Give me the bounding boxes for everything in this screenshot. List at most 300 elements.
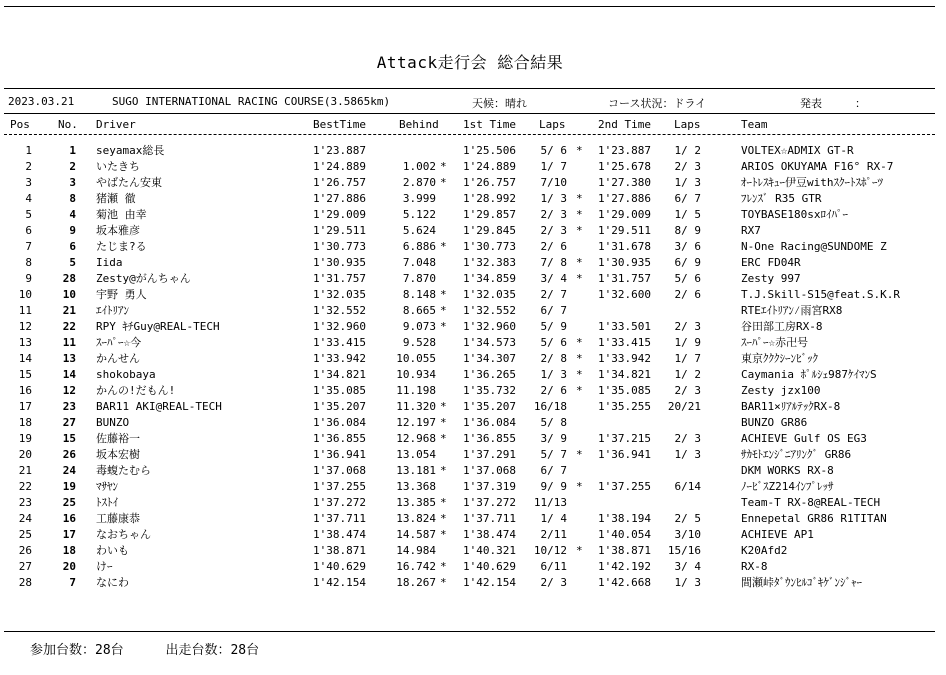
- cell-1st-time: 1'29.845: [463, 224, 516, 237]
- cell-pos: 27: [18, 560, 32, 573]
- cell-best-mark-2: *: [576, 544, 583, 557]
- cell-best-mark-1: *: [440, 304, 447, 317]
- cell-best-mark-1: *: [440, 432, 447, 445]
- cell-best-time: 1'23.887: [313, 144, 366, 157]
- cell-laps-2: 6/ 7: [674, 192, 701, 205]
- table-row: [0, 383, 946, 399]
- cell-2nd-time: 1'35.085: [598, 384, 651, 397]
- cell-team: Ennepetal GR86 R1TITAN: [741, 512, 887, 525]
- cell-pos: 22: [18, 480, 32, 493]
- cell-best-mark-2: *: [576, 224, 583, 237]
- cell-behind: 13.054: [396, 448, 436, 461]
- cell-laps-2: 1/ 9: [674, 336, 701, 349]
- cell-pos: 14: [18, 352, 32, 365]
- cell-laps-2: 1/ 3: [674, 576, 701, 589]
- cell-behind: 12.197: [396, 416, 436, 429]
- cell-car-number: 1: [69, 144, 76, 157]
- cell-pos: 15: [18, 368, 32, 381]
- cell-driver: けｰ: [96, 560, 113, 573]
- cell-team: DKM WORKS RX-8: [741, 464, 834, 477]
- table-row: [0, 239, 946, 255]
- cell-laps-2: 1/ 7: [674, 352, 701, 365]
- cell-pos: 6: [25, 224, 32, 237]
- weather: 天候：晴れ: [472, 97, 527, 110]
- cell-laps-2: 1/ 5: [674, 208, 701, 221]
- cell-pos: 2: [25, 160, 32, 173]
- cell-laps-2: 1/ 2: [674, 368, 701, 381]
- col-header-1st-time: 1st Time: [463, 118, 516, 131]
- cell-driver: 菊池 由幸: [96, 208, 147, 221]
- cell-behind: 14.984: [396, 544, 436, 557]
- cell-best-mark-1: *: [440, 416, 447, 429]
- cell-laps-2: 1/ 2: [674, 144, 701, 157]
- cell-team: Team-T RX-8@REAL-TECH: [741, 496, 881, 509]
- cell-2nd-time: 1'42.192: [598, 560, 651, 573]
- starter-count: 出走台数：28台: [165, 643, 260, 658]
- cell-team: ｽｰﾊﾟｰ☆赤卍号: [741, 336, 809, 349]
- table-row: [0, 463, 946, 479]
- cell-team: ﾌﾚﾝｽﾞ R35 GTR: [741, 192, 822, 205]
- cell-1st-time: 1'36.855: [463, 432, 516, 445]
- cell-2nd-time: 1'33.942: [598, 352, 651, 365]
- col-header-best-time: BestTime: [313, 118, 366, 131]
- cell-best-time: 1'34.821: [313, 368, 366, 381]
- cell-2nd-time: 1'23.887: [598, 144, 651, 157]
- cell-laps-1: 1/ 7: [540, 160, 567, 173]
- table-row: [0, 207, 946, 223]
- cell-best-mark-2: *: [576, 192, 583, 205]
- cell-team: BUNZO GR86: [741, 416, 808, 429]
- cell-car-number: 8: [69, 192, 76, 205]
- cell-1st-time: 1'29.857: [463, 208, 516, 221]
- cell-driver: seyamax総長: [96, 144, 165, 157]
- cell-laps-2: 2/ 3: [674, 384, 701, 397]
- cell-best-time: 1'26.757: [313, 176, 366, 189]
- cell-laps-1: 10/12: [533, 544, 567, 557]
- cell-laps-1: 5/ 6: [540, 336, 567, 349]
- cell-behind: 10.934: [396, 368, 436, 381]
- top-rule: [4, 6, 935, 7]
- cell-driver: かんせん: [96, 352, 140, 365]
- cell-2nd-time: 1'38.871: [598, 544, 651, 557]
- cell-best-mark-2: *: [576, 352, 583, 365]
- cell-laps-1: 1/ 4: [540, 512, 567, 525]
- cell-2nd-time: 1'34.821: [598, 368, 651, 381]
- cell-laps-2: 20/21: [667, 400, 701, 413]
- cell-1st-time: 1'35.207: [463, 400, 516, 413]
- cell-car-number: 5: [69, 256, 76, 269]
- cell-car-number: 10: [62, 288, 76, 301]
- cell-car-number: 21: [62, 304, 76, 317]
- cell-2nd-time: 1'35.255: [598, 400, 651, 413]
- cell-laps-1: 1/ 3: [540, 192, 567, 205]
- cell-driver: shokobaya: [96, 368, 156, 381]
- cell-driver: BUNZO: [96, 416, 130, 429]
- table-row: [0, 255, 946, 271]
- cell-2nd-time: 1'29.511: [598, 224, 651, 237]
- cell-team: ARIOS OKUYAMA F16° RX-7: [741, 160, 894, 173]
- race-date: 2023.03.21: [8, 95, 75, 108]
- cell-laps-1: 1/ 3: [540, 368, 567, 381]
- cell-driver: BAR11 AKI@REAL-TECH: [96, 400, 222, 413]
- cell-behind: 8.665: [402, 304, 436, 317]
- cell-laps-1: 2/ 8: [540, 352, 567, 365]
- cell-1st-time: 1'36.265: [463, 368, 516, 381]
- cell-1st-time: 1'38.474: [463, 528, 516, 541]
- cell-behind: 5.624: [402, 224, 436, 237]
- cell-best-mark-1: *: [440, 176, 447, 189]
- col-header-pos: Pos: [10, 118, 30, 131]
- cell-car-number: 15: [62, 432, 76, 445]
- table-row: [0, 335, 946, 351]
- cell-1st-time: 1'42.154: [463, 576, 516, 589]
- cell-behind: 7.870: [402, 272, 436, 285]
- cell-best-time: 1'32.035: [313, 288, 366, 301]
- cell-best-time: 1'33.415: [313, 336, 366, 349]
- table-row: [0, 447, 946, 463]
- cell-2nd-time: 1'30.935: [598, 256, 651, 269]
- cell-pos: 12: [18, 320, 32, 333]
- cell-pos: 9: [25, 272, 32, 285]
- announcement-time: 発表 ：: [800, 97, 866, 110]
- cell-laps-2: 1/ 3: [674, 448, 701, 461]
- cell-car-number: 6: [69, 240, 76, 253]
- cell-best-mark-2: *: [576, 368, 583, 381]
- col-header-driver: Driver: [96, 118, 136, 131]
- cell-2nd-time: 1'25.678: [598, 160, 651, 173]
- cell-best-mark-2: *: [576, 384, 583, 397]
- cell-driver: やばたん安東: [96, 176, 162, 189]
- cell-team: ｵｰﾄﾚｽｷｭｰ伊豆withｽｸｰﾄｽﾎﾟｰﾂ: [741, 176, 883, 189]
- cell-driver: Iida: [96, 256, 123, 269]
- cell-best-mark-1: *: [440, 560, 447, 573]
- cell-2nd-time: 1'33.501: [598, 320, 651, 333]
- cell-best-time: 1'31.757: [313, 272, 366, 285]
- cell-1st-time: 1'32.383: [463, 256, 516, 269]
- cell-laps-1: 6/ 7: [540, 464, 567, 477]
- cell-car-number: 14: [62, 368, 76, 381]
- cell-driver: ｽｰﾊﾟｰ☆今: [96, 336, 142, 349]
- table-row: [0, 287, 946, 303]
- cell-driver: 宇野 勇人: [96, 288, 147, 301]
- cell-pos: 5: [25, 208, 32, 221]
- cell-2nd-time: 1'33.415: [598, 336, 651, 349]
- cell-driver: 坂本宏樹: [96, 448, 140, 461]
- cell-car-number: 19: [62, 480, 76, 493]
- cell-behind: 9.528: [402, 336, 436, 349]
- table-row: [0, 527, 946, 543]
- cell-best-mark-1: *: [440, 496, 447, 509]
- cell-car-number: 16: [62, 512, 76, 525]
- cell-2nd-time: 1'29.009: [598, 208, 651, 221]
- cell-driver: たじま?る: [96, 240, 147, 253]
- cell-laps-2: 2/ 3: [674, 320, 701, 333]
- cell-behind: 9.073: [402, 320, 436, 333]
- cell-pos: 17: [18, 400, 32, 413]
- cell-laps-1: 2/ 6: [540, 384, 567, 397]
- cell-best-mark-2: *: [576, 448, 583, 461]
- cell-laps-1: 16/18: [533, 400, 567, 413]
- cell-behind: 5.122: [402, 208, 436, 221]
- cell-1st-time: 1'37.272: [463, 496, 516, 509]
- cell-behind: 13.368: [396, 480, 436, 493]
- page-title: Attack走行会 総合結果: [376, 53, 564, 72]
- cell-car-number: 4: [69, 208, 76, 221]
- cell-pos: 8: [25, 256, 32, 269]
- cell-team: ACHIEVE Gulf OS EG3: [741, 432, 867, 445]
- cell-laps-1: 2/11: [540, 528, 567, 541]
- cell-car-number: 24: [62, 464, 76, 477]
- cell-best-mark-1: *: [440, 160, 447, 173]
- cell-car-number: 22: [62, 320, 76, 333]
- cell-best-time: 1'37.272: [313, 496, 366, 509]
- course-name: SUGO INTERNATIONAL RACING COURSE(3.5865km): [112, 95, 391, 108]
- cell-pos: 19: [18, 432, 32, 445]
- cell-laps-1: 5/ 8: [540, 416, 567, 429]
- cell-team: Zesty 997: [741, 272, 801, 285]
- cell-1st-time: 1'26.757: [463, 176, 516, 189]
- cell-best-mark-1: *: [440, 240, 447, 253]
- cell-laps-2: 15/16: [667, 544, 701, 557]
- cell-laps-2: 6/14: [674, 480, 701, 493]
- col-header-no: No.: [58, 118, 78, 131]
- cell-1st-time: 1'32.552: [463, 304, 516, 317]
- cell-2nd-time: 1'38.194: [598, 512, 651, 525]
- cell-best-mark-2: *: [576, 272, 583, 285]
- cell-best-time: 1'37.255: [313, 480, 366, 493]
- cell-pos: 4: [25, 192, 32, 205]
- cell-1st-time: 1'34.307: [463, 352, 516, 365]
- cell-team: K20Afd2: [741, 544, 788, 557]
- cell-1st-time: 1'40.321: [463, 544, 516, 557]
- cell-laps-2: 1/ 3: [674, 176, 701, 189]
- cell-team: ERC FD04R: [741, 256, 801, 269]
- cell-behind: 13.181: [396, 464, 436, 477]
- cell-pos: 28: [18, 576, 32, 589]
- cell-best-mark-1: *: [440, 512, 447, 525]
- cell-driver: 毒蝮たむら: [96, 464, 151, 477]
- cell-team: RTEｴｲﾄﾘｱﾝ⁄雨宮RX8: [741, 304, 843, 317]
- header-top-rule: [4, 113, 935, 114]
- cell-car-number: 12: [62, 384, 76, 397]
- cell-1st-time: 1'35.732: [463, 384, 516, 397]
- cell-best-mark-1: *: [440, 576, 447, 589]
- cell-team: BAR11×ﾘｱﾙﾃｯｸRX-8: [741, 400, 841, 413]
- cell-best-mark-1: *: [440, 400, 447, 413]
- cell-driver: なおちゃん: [96, 528, 151, 541]
- cell-2nd-time: 1'37.255: [598, 480, 651, 493]
- cell-2nd-time: 1'36.941: [598, 448, 651, 461]
- cell-team: T.J.Skill-S15@feat.S.K.R: [741, 288, 900, 301]
- cell-team: ACHIEVE AP1: [741, 528, 814, 541]
- cell-car-number: 2: [69, 160, 76, 173]
- table-row: [0, 175, 946, 191]
- table-row: [0, 303, 946, 319]
- cell-best-mark-2: *: [576, 208, 583, 221]
- table-row: [0, 431, 946, 447]
- course-condition: コース状況：ドライ: [608, 97, 707, 110]
- cell-behind: 1.002: [402, 160, 436, 173]
- cell-laps-1: 2/ 3: [540, 224, 567, 237]
- cell-1st-time: 1'40.629: [463, 560, 516, 573]
- cell-behind: 18.267: [396, 576, 436, 589]
- cell-2nd-time: 1'27.886: [598, 192, 651, 205]
- cell-pos: 1: [25, 144, 32, 157]
- cell-driver: かんの!だもん!: [96, 384, 176, 397]
- cell-pos: 26: [18, 544, 32, 557]
- cell-behind: 12.968: [396, 432, 436, 445]
- cell-best-time: 1'27.886: [313, 192, 366, 205]
- cell-car-number: 13: [62, 352, 76, 365]
- cell-behind: 11.198: [396, 384, 436, 397]
- cell-behind: 8.148: [402, 288, 436, 301]
- cell-team: ｻｶﾓﾄｴﾝｼﾞﾆｱﾘﾝｸﾞ GR86: [741, 448, 852, 461]
- cell-driver: Zesty@がんちゃん: [96, 272, 191, 285]
- cell-pos: 24: [18, 512, 32, 525]
- cell-pos: 13: [18, 336, 32, 349]
- cell-1st-time: 1'37.711: [463, 512, 516, 525]
- info-top-rule: [4, 88, 935, 89]
- cell-2nd-time: 1'27.380: [598, 176, 651, 189]
- cell-1st-time: 1'37.291: [463, 448, 516, 461]
- cell-car-number: 25: [62, 496, 76, 509]
- cell-pos: 3: [25, 176, 32, 189]
- cell-behind: 7.048: [402, 256, 436, 269]
- cell-best-mark-2: *: [576, 256, 583, 269]
- cell-laps-1: 7/10: [540, 176, 567, 189]
- cell-best-mark-2: *: [576, 144, 583, 157]
- cell-driver: 工藤康恭: [96, 512, 140, 525]
- cell-2nd-time: 1'37.215: [598, 432, 651, 445]
- cell-laps-1: 7/ 8: [540, 256, 567, 269]
- cell-best-mark-1: *: [440, 464, 447, 477]
- table-row: [0, 367, 946, 383]
- cell-team: RX-8: [741, 560, 768, 573]
- cell-car-number: 17: [62, 528, 76, 541]
- cell-pos: 25: [18, 528, 32, 541]
- cell-driver: ｴｲﾄﾘｱﾝ: [96, 304, 129, 317]
- footer-rule: [4, 631, 935, 632]
- cell-laps-2: 2/ 5: [674, 512, 701, 525]
- cell-driver: ﾄｽﾄｲ: [96, 496, 118, 509]
- cell-laps-2: 2/ 3: [674, 432, 701, 445]
- cell-car-number: 20: [62, 560, 76, 573]
- cell-laps-1: 2/ 6: [540, 240, 567, 253]
- cell-laps-2: 5/ 6: [674, 272, 701, 285]
- cell-best-time: 1'36.941: [313, 448, 366, 461]
- cell-best-time: 1'24.889: [313, 160, 366, 173]
- cell-team: Caymania ﾎﾟﾙｼｪ987ｹｲﾏﾝS: [741, 368, 877, 381]
- cell-behind: 11.320: [396, 400, 436, 413]
- table-row: [0, 543, 946, 559]
- table-row: [0, 143, 946, 159]
- cell-best-time: 1'30.773: [313, 240, 366, 253]
- cell-car-number: 23: [62, 400, 76, 413]
- cell-car-number: 9: [69, 224, 76, 237]
- cell-best-mark-1: *: [440, 528, 447, 541]
- cell-team: 間瀬峠ﾀﾞｳﾝﾋﾙｺﾞｷｹﾞﾝｼﾞｬｰ: [741, 576, 862, 589]
- cell-1st-time: 1'34.573: [463, 336, 516, 349]
- cell-best-time: 1'40.629: [313, 560, 366, 573]
- cell-laps-2: 3/ 4: [674, 560, 701, 573]
- table-row: [0, 479, 946, 495]
- cell-driver: 坂本雅彦: [96, 224, 140, 237]
- cell-best-time: 1'36.855: [313, 432, 366, 445]
- cell-laps-2: 2/ 3: [674, 160, 701, 173]
- cell-best-time: 1'29.009: [313, 208, 366, 221]
- cell-car-number: 27: [62, 416, 76, 429]
- cell-2nd-time: 1'31.678: [598, 240, 651, 253]
- table-row: [0, 351, 946, 367]
- cell-best-time: 1'35.085: [313, 384, 366, 397]
- cell-laps-2: 3/ 6: [674, 240, 701, 253]
- cell-team: Zesty jzx100: [741, 384, 821, 397]
- cell-best-time: 1'32.960: [313, 320, 366, 333]
- cell-driver: いたきち: [96, 160, 140, 173]
- col-header-laps-1: Laps: [539, 118, 566, 131]
- header-bottom-rule: [4, 134, 935, 135]
- cell-behind: 2.870: [402, 176, 436, 189]
- cell-laps-1: 11/13: [533, 496, 567, 509]
- cell-behind: 13.385: [396, 496, 436, 509]
- cell-team: RX7: [741, 224, 761, 237]
- cell-best-time: 1'38.871: [313, 544, 366, 557]
- cell-1st-time: 1'30.773: [463, 240, 516, 253]
- cell-driver: RPY ｷﾁGuy@REAL-TECH: [96, 320, 220, 333]
- cell-laps-1: 2/ 3: [540, 576, 567, 589]
- cell-1st-time: 1'32.035: [463, 288, 516, 301]
- cell-laps-1: 5/ 6: [540, 144, 567, 157]
- cell-behind: 10.055: [396, 352, 436, 365]
- table-row: [0, 399, 946, 415]
- cell-1st-time: 1'37.068: [463, 464, 516, 477]
- col-header-2nd-time: 2nd Time: [598, 118, 651, 131]
- cell-laps-1: 5/ 7: [540, 448, 567, 461]
- cell-behind: 6.886: [402, 240, 436, 253]
- table-row: [0, 191, 946, 207]
- cell-team: 谷田部工房RX-8: [741, 320, 823, 333]
- cell-best-time: 1'38.474: [313, 528, 366, 541]
- cell-laps-1: 5/ 9: [540, 320, 567, 333]
- cell-laps-1: 6/ 7: [540, 304, 567, 317]
- table-row: [0, 575, 946, 591]
- cell-2nd-time: 1'32.600: [598, 288, 651, 301]
- col-header-laps-2: Laps: [674, 118, 701, 131]
- table-row: [0, 271, 946, 287]
- cell-best-time: 1'36.084: [313, 416, 366, 429]
- cell-team: 東京ｸｸｸｼｰﾝﾋﾞｯｸ: [741, 352, 818, 365]
- cell-driver: なにわ: [96, 576, 129, 589]
- cell-1st-time: 1'36.084: [463, 416, 516, 429]
- cell-2nd-time: 1'42.668: [598, 576, 651, 589]
- cell-1st-time: 1'32.960: [463, 320, 516, 333]
- table-row: [0, 223, 946, 239]
- cell-best-time: 1'37.711: [313, 512, 366, 525]
- cell-pos: 18: [18, 416, 32, 429]
- cell-pos: 16: [18, 384, 32, 397]
- table-row: [0, 159, 946, 175]
- cell-laps-1: 6/11: [540, 560, 567, 573]
- cell-car-number: 28: [62, 272, 76, 285]
- cell-1st-time: 1'28.992: [463, 192, 516, 205]
- cell-car-number: 18: [62, 544, 76, 557]
- cell-pos: 7: [25, 240, 32, 253]
- col-header-behind: Behind: [399, 118, 439, 131]
- cell-team: VOLTEX☆ADMIX GT-R: [741, 144, 854, 157]
- cell-team: N-One Racing@SUNDOME Z: [741, 240, 887, 253]
- cell-best-time: 1'30.935: [313, 256, 366, 269]
- cell-driver: 佐藤裕一: [96, 432, 140, 445]
